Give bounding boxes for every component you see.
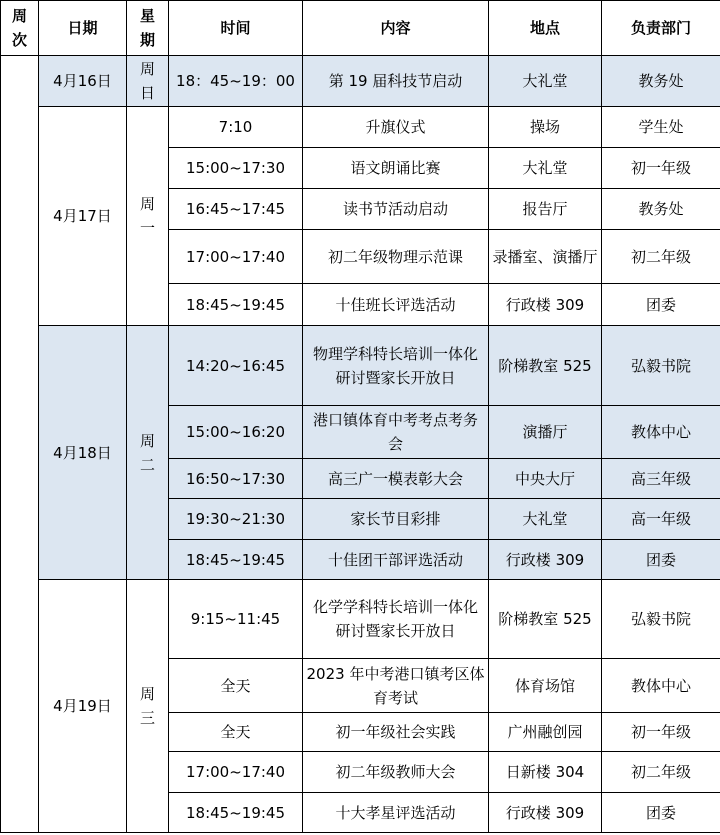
- header-week: 周 次: [1, 1, 39, 56]
- content-cell: 十佳班长评选活动: [303, 284, 489, 326]
- time-cell: 7:10: [169, 107, 303, 148]
- header-dept: 负责部门: [602, 1, 720, 56]
- content-cell: 初一年级社会实践: [303, 713, 489, 752]
- dept-cell: 高三年级: [602, 459, 720, 499]
- time-cell: 17:00~17:40: [169, 752, 303, 793]
- weekday-cell: 周 日: [127, 56, 169, 107]
- header-row: [1, 1, 720, 56]
- header-weekday: 星 期: [127, 1, 169, 56]
- place-cell: 大礼堂: [489, 499, 602, 540]
- date-cell: 4月16日: [39, 56, 127, 107]
- content-cell: 读书节活动启动: [303, 189, 489, 230]
- dept-cell: 教务处: [602, 56, 720, 107]
- content-cell: 语文朗诵比赛: [303, 148, 489, 189]
- dept-cell: 团委: [602, 284, 720, 326]
- time-cell: 15:00~17:30: [169, 148, 303, 189]
- dept-cell: 教务处: [602, 189, 720, 230]
- dept-cell: 团委: [602, 793, 720, 833]
- place-cell: 行政楼 309: [489, 284, 602, 326]
- table-row: [1, 580, 720, 659]
- dept-cell: 教体中心: [602, 406, 720, 459]
- place-cell: 中央大厅: [489, 459, 602, 499]
- place-cell: 行政楼 309: [489, 793, 602, 833]
- place-cell: 阶梯教室 525: [489, 326, 602, 406]
- time-cell: 16:45~17:45: [169, 189, 303, 230]
- place-cell: 操场: [489, 107, 602, 148]
- time-cell: 全天: [169, 713, 303, 752]
- place-cell: 录播室、演播厅: [489, 230, 602, 284]
- dept-cell: 初二年级: [602, 752, 720, 793]
- dept-cell: 学生处: [602, 107, 720, 148]
- content-cell: 十佳团干部评选活动: [303, 540, 489, 580]
- place-cell: 体育场馆: [489, 659, 602, 713]
- weekday-cell: 周 一: [127, 107, 169, 326]
- time-cell: 17:00~17:40: [169, 230, 303, 284]
- date-cell: 4月17日: [39, 107, 127, 326]
- header-place: 地点: [489, 1, 602, 56]
- week-cell: [1, 56, 39, 833]
- content-cell: 初二年级物理示范课: [303, 230, 489, 284]
- content-cell: 化学学科特长培训一体化研讨暨家长开放日: [303, 580, 489, 659]
- place-cell: 行政楼 309: [489, 540, 602, 580]
- place-cell: 阶梯教室 525: [489, 580, 602, 659]
- content-cell: 2023 年中考港口镇考区体育考试: [303, 659, 489, 713]
- time-cell: 18:45~19:45: [169, 540, 303, 580]
- content-cell: 物理学科特长培训一体化研讨暨家长开放日: [303, 326, 489, 406]
- dept-cell: 初一年级: [602, 713, 720, 752]
- content-cell: 港口镇体育中考考点考务会: [303, 406, 489, 459]
- time-cell: 15:00~16:20: [169, 406, 303, 459]
- dept-cell: 弘毅书院: [602, 326, 720, 406]
- time-cell: 16:50~17:30: [169, 459, 303, 499]
- content-cell: 升旗仪式: [303, 107, 489, 148]
- time-cell: 18:45~19:45: [169, 284, 303, 326]
- time-cell: 14:20~16:45: [169, 326, 303, 406]
- content-cell: 高三广一模表彰大会: [303, 459, 489, 499]
- content-cell: 十大孝星评选活动: [303, 793, 489, 833]
- date-cell: 4月19日: [39, 580, 127, 833]
- place-cell: 日新楼 304: [489, 752, 602, 793]
- time-cell: 9:15~11:45: [169, 580, 303, 659]
- header-content: 内容: [303, 1, 489, 56]
- weekday-cell: 周 二: [127, 326, 169, 580]
- dept-cell: 团委: [602, 540, 720, 580]
- content-cell: 初二年级教师大会: [303, 752, 489, 793]
- header-time: 时间: [169, 1, 303, 56]
- dept-cell: 初一年级: [602, 148, 720, 189]
- table-row: [1, 107, 720, 148]
- place-cell: 大礼堂: [489, 148, 602, 189]
- dept-cell: 教体中心: [602, 659, 720, 713]
- time-cell: 18：45~19：00: [169, 56, 303, 107]
- date-cell: 4月18日: [39, 326, 127, 580]
- place-cell: 报告厅: [489, 189, 602, 230]
- place-cell: 广州融创园: [489, 713, 602, 752]
- table-row: [1, 326, 720, 406]
- place-cell: 演播厅: [489, 406, 602, 459]
- header-date: 日期: [39, 1, 127, 56]
- table-row: [1, 56, 720, 107]
- weekday-cell: 周 三: [127, 580, 169, 833]
- content-cell: 家长节目彩排: [303, 499, 489, 540]
- dept-cell: 弘毅书院: [602, 580, 720, 659]
- time-cell: 全天: [169, 659, 303, 713]
- dept-cell: 初二年级: [602, 230, 720, 284]
- time-cell: 19:30~21:30: [169, 499, 303, 540]
- time-cell: 18:45~19:45: [169, 793, 303, 833]
- dept-cell: 高一年级: [602, 499, 720, 540]
- place-cell: 大礼堂: [489, 56, 602, 107]
- content-cell: 第 19 届科技节启动: [303, 56, 489, 107]
